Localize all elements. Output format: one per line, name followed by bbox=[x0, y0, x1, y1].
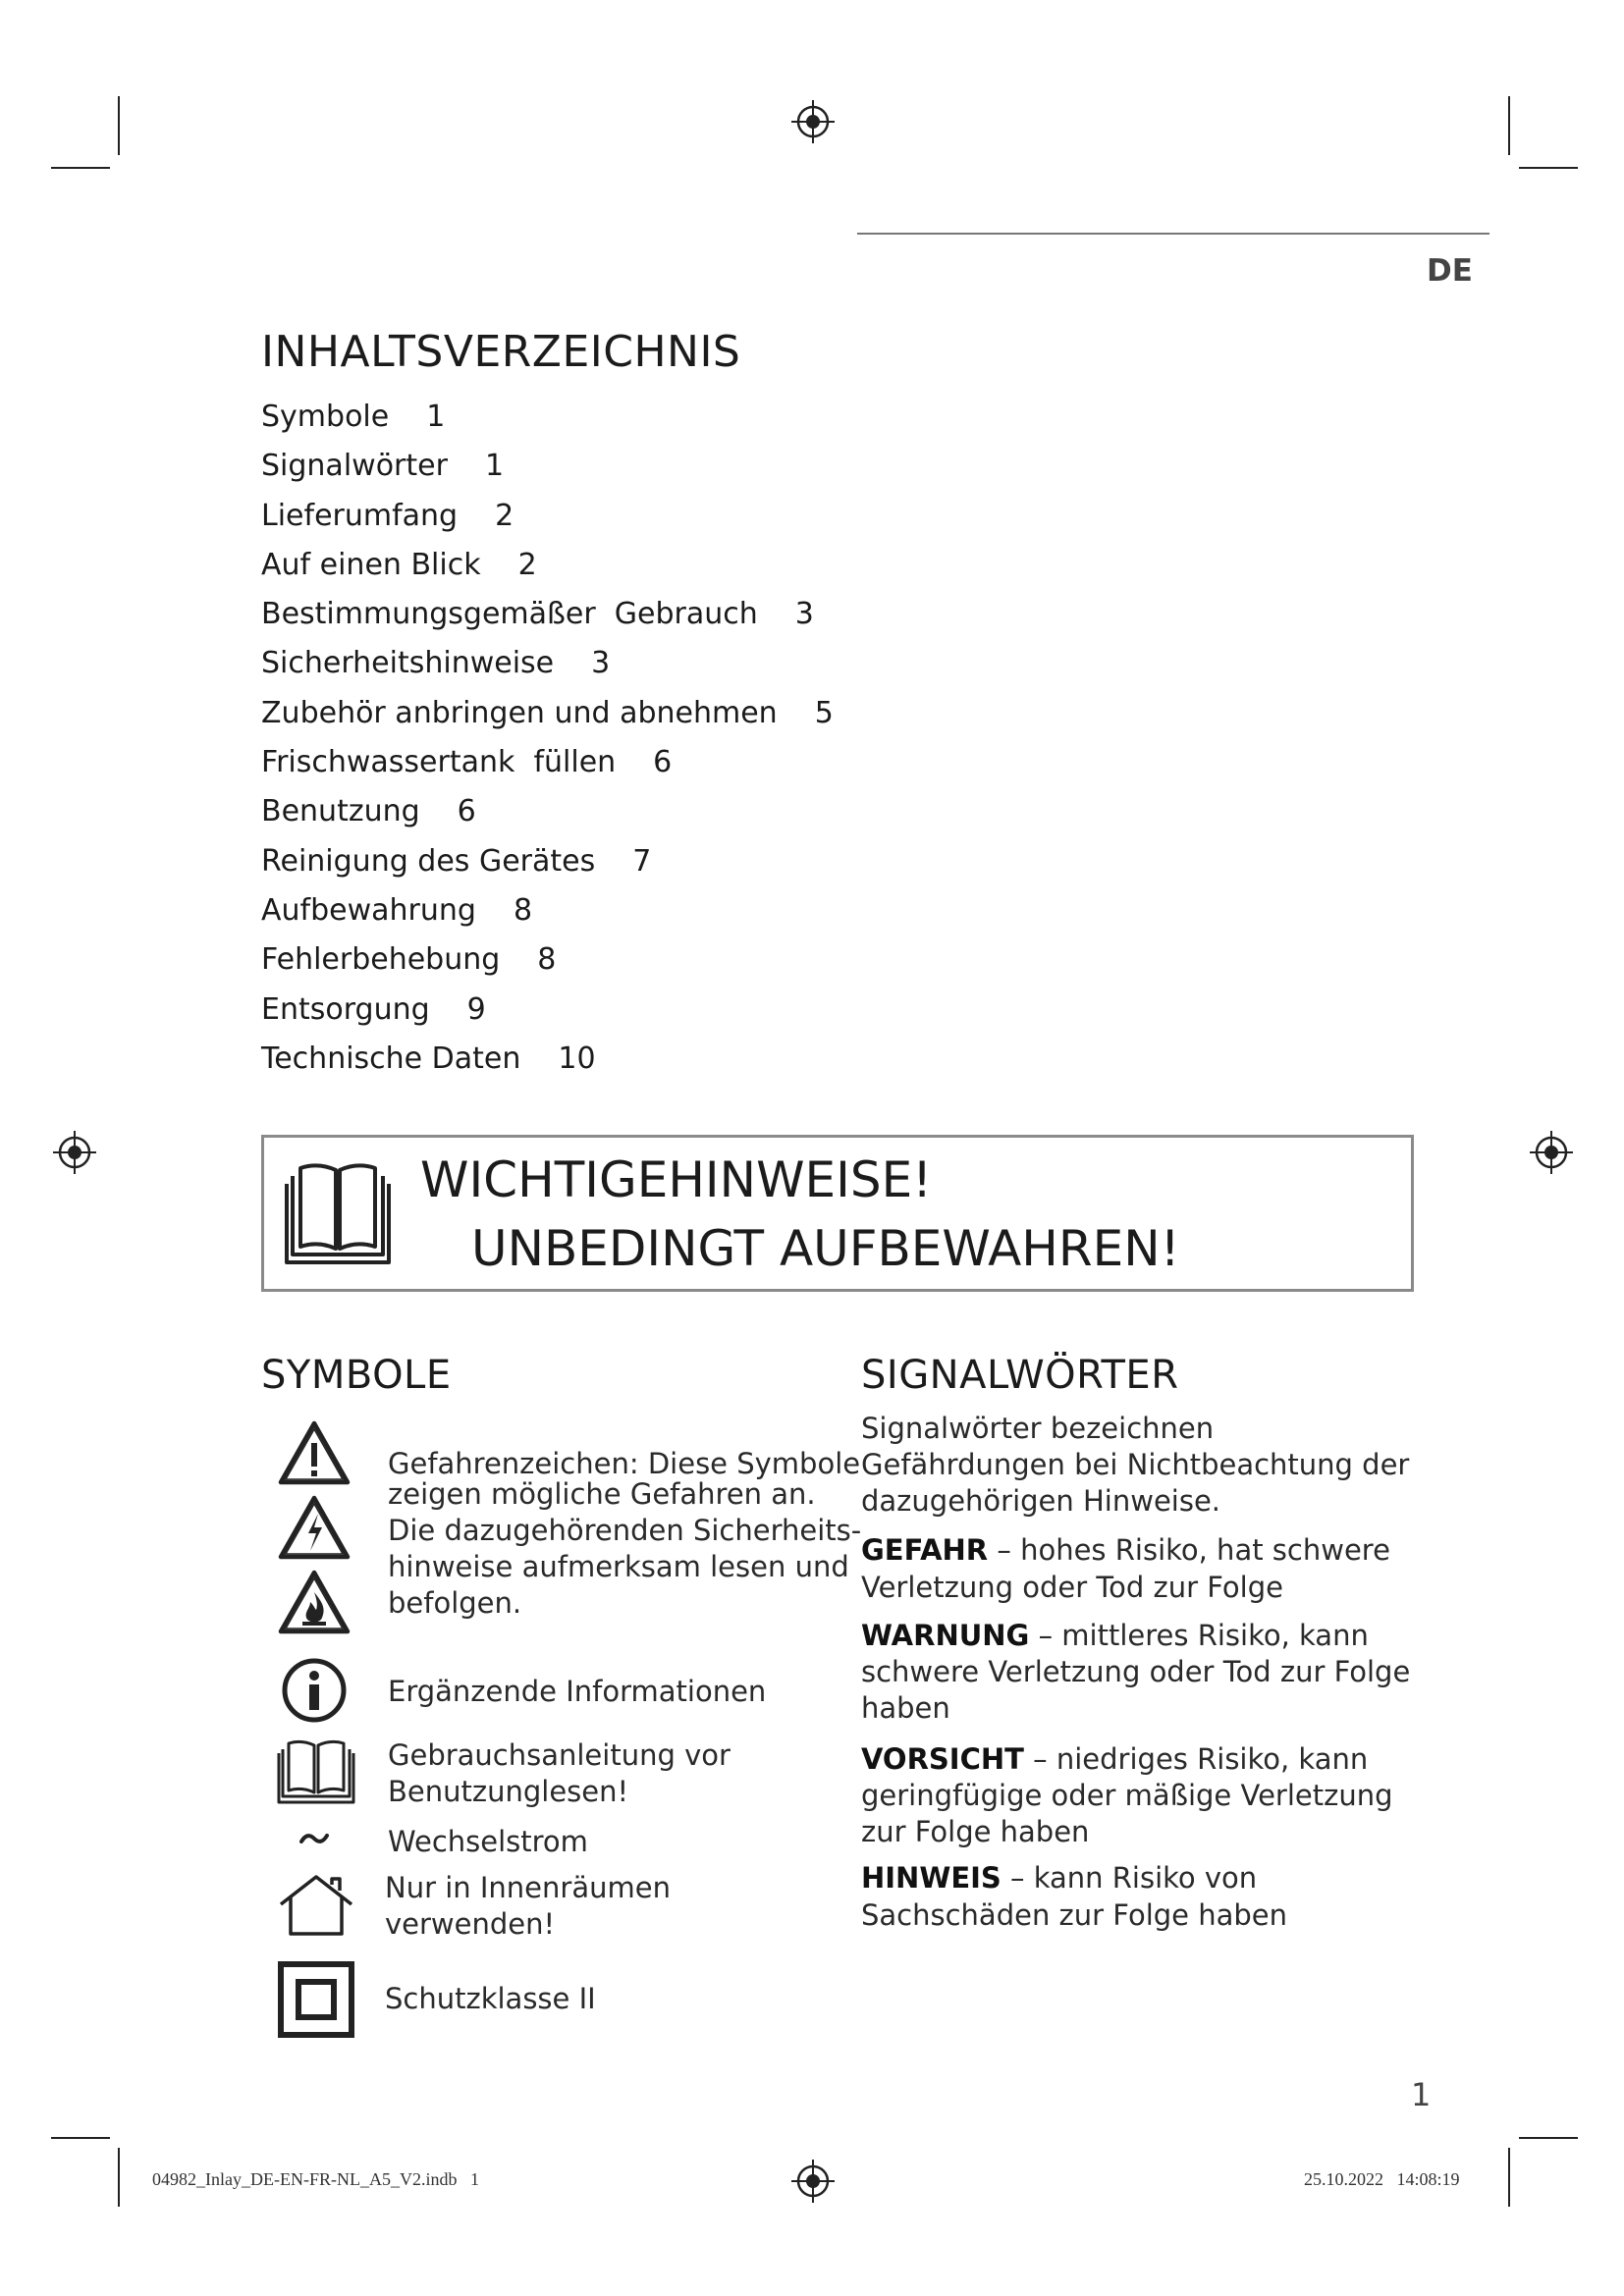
crop-mark bbox=[1519, 2137, 1578, 2139]
toc-item-page: 8 bbox=[513, 892, 533, 928]
crop-mark bbox=[1519, 167, 1578, 169]
warning-triangle-icon bbox=[277, 1419, 352, 1486]
signal-item-hinweis bbox=[861, 1859, 1421, 1934]
text-line: befolgen. bbox=[388, 1586, 522, 1620]
signal-desc: – mittleres Risiko, kann schwere Verletzung oder Tod zur Folge haben bbox=[861, 1619, 1411, 1725]
toc-item bbox=[261, 886, 834, 935]
text-line: zeigen mögliche Gefahren an. bbox=[388, 1477, 816, 1511]
signal-desc: – niedriges Risiko, kann geringfügige oder mäßige Verletzung zur Folge haben bbox=[861, 1742, 1393, 1848]
text-line: hinweise aufmerksam lesen und bbox=[388, 1550, 849, 1583]
text-line: Die dazugehörenden Sicherheits- bbox=[388, 1514, 862, 1547]
signals-title: SIGNALWÖRTER bbox=[861, 1353, 1179, 1398]
signal-desc: – kann Risiko von Sachschäden zur Folge haben bbox=[861, 1861, 1287, 1932]
toc-item-page: 6 bbox=[653, 745, 673, 780]
toc-item bbox=[261, 837, 834, 886]
toc-item bbox=[261, 442, 834, 491]
toc-item-page: 1 bbox=[426, 400, 446, 434]
important-notice-line2: UNBEDINGT AUFBEWAHREN! bbox=[471, 1220, 1180, 1277]
toc-item-page: 6 bbox=[457, 794, 476, 829]
indoor-use-icon bbox=[275, 1871, 357, 1940]
toc-item-label: Sicherheitshinweise bbox=[261, 646, 555, 681]
crop-mark bbox=[1508, 96, 1510, 155]
toc-item-page: 3 bbox=[591, 646, 611, 681]
protection-class-description: Schutzklasse II bbox=[385, 1982, 596, 2015]
toc-item-label: Symbole bbox=[261, 400, 390, 434]
signal-item-vorsicht bbox=[861, 1741, 1421, 1850]
signal-term: HINWEIS bbox=[861, 1861, 1001, 1895]
toc-item bbox=[261, 492, 834, 541]
signal-term: GEFAHR bbox=[861, 1533, 989, 1567]
toc-item bbox=[261, 393, 834, 442]
toc-item-page: 3 bbox=[794, 597, 814, 632]
toc-item bbox=[261, 541, 834, 590]
crop-mark bbox=[118, 2148, 120, 2207]
registration-mark-icon bbox=[791, 100, 835, 143]
info-symbol-description: Ergänzende Informationen bbox=[388, 1675, 767, 1708]
page-number: 1 bbox=[1411, 2076, 1432, 2113]
text-line: verwenden! bbox=[385, 1907, 556, 1941]
toc-item-label: Aufbewahrung bbox=[261, 892, 476, 928]
important-notice-line1: WICHTIGEHINWEISE! bbox=[420, 1151, 933, 1208]
text-line: Benutzunglesen! bbox=[388, 1775, 629, 1808]
electric-hazard-icon bbox=[277, 1494, 352, 1561]
symbols-title: SYMBOLE bbox=[261, 1353, 452, 1398]
text-line: Gefahrenzeichen: Diese Symbole bbox=[388, 1447, 861, 1480]
ac-symbol-description: Wechselstrom bbox=[388, 1825, 588, 1858]
language-tag: DE bbox=[1427, 253, 1473, 289]
toc-item bbox=[261, 986, 834, 1035]
registration-mark-icon bbox=[1530, 1131, 1573, 1174]
toc-item-label: Benutzung bbox=[261, 794, 420, 829]
crop-mark bbox=[51, 167, 110, 169]
crop-mark bbox=[1508, 2148, 1510, 2207]
fire-hazard-icon bbox=[277, 1569, 352, 1635]
toc-item-page: 7 bbox=[632, 843, 652, 879]
toc-list bbox=[261, 393, 834, 1084]
header-rule bbox=[857, 233, 1489, 235]
toc-item-label: Entsorgung bbox=[261, 991, 430, 1027]
toc-item bbox=[261, 689, 834, 738]
registration-mark-icon bbox=[791, 2160, 835, 2203]
protection-class-ii-icon bbox=[277, 1960, 355, 2039]
toc-item-label: Fehlerbehebung bbox=[261, 942, 501, 978]
alternating-current-icon bbox=[298, 1831, 330, 1846]
toc-item-label: Lieferumfang bbox=[261, 498, 459, 533]
toc-item bbox=[261, 738, 834, 787]
signal-item-gefahr bbox=[861, 1531, 1421, 1606]
signals-intro: Signalwörter bezeichnen Gefährdungen bei Nichtbeachtung der dazugehörigen Hinweise. bbox=[861, 1412, 1410, 1518]
footer-file-name: 04982_Inlay_DE-EN-FR-NL_A5_V2.indb 1 bbox=[152, 2169, 479, 2189]
toc-item bbox=[261, 639, 834, 688]
toc-item-page: 2 bbox=[517, 547, 537, 582]
toc-item bbox=[261, 787, 834, 836]
manual-icon bbox=[275, 1737, 357, 1806]
text-line: Nur in Innenräumen bbox=[385, 1871, 671, 1904]
info-icon bbox=[281, 1657, 348, 1724]
registration-mark-icon bbox=[53, 1131, 96, 1174]
toc-item-page: 10 bbox=[558, 1041, 596, 1076]
signal-desc: – hohes Risiko, hat schwere Verletzung oder Tod zur Folge bbox=[861, 1533, 1390, 1604]
signal-term: WARNUNG bbox=[861, 1619, 1030, 1652]
toc-item-label: Frischwassertank füllen bbox=[261, 745, 617, 780]
crop-mark bbox=[51, 2137, 110, 2139]
toc-item-page: 8 bbox=[537, 942, 557, 978]
toc-item-label: Bestimmungsgemäßer Gebrauch bbox=[261, 597, 758, 632]
toc-title: INHALTSVERZEICHNIS bbox=[261, 327, 741, 377]
toc-item-label: Zubehör anbringen und abnehmen bbox=[261, 695, 778, 730]
toc-item-label: Auf einen Blick bbox=[261, 547, 481, 582]
signal-item-warnung bbox=[861, 1618, 1421, 1727]
indoor-symbol-description bbox=[385, 1870, 671, 1943]
toc-item-page: 1 bbox=[484, 449, 505, 484]
footer-timestamp: 25.10.2022 14:08:19 bbox=[1304, 2169, 1460, 2189]
toc-item bbox=[261, 590, 834, 639]
toc-item-label: Technische Daten bbox=[261, 1041, 521, 1076]
signal-term: VORSICHT bbox=[861, 1742, 1024, 1776]
toc-item-page: 9 bbox=[466, 991, 486, 1027]
toc-item bbox=[261, 935, 834, 985]
toc-item bbox=[261, 1035, 834, 1084]
toc-item-label: Reinigung des Gerätes bbox=[261, 843, 596, 879]
crop-mark bbox=[118, 96, 120, 155]
hazard-symbol-description bbox=[388, 1446, 861, 1622]
manual-symbol-description bbox=[388, 1737, 731, 1810]
toc-item-page: 5 bbox=[814, 695, 834, 730]
toc-item-page: 2 bbox=[495, 498, 514, 533]
toc-item-label: Signalwörter bbox=[261, 449, 448, 484]
text-line: Gebrauchsanleitung vor bbox=[388, 1738, 731, 1772]
book-icon bbox=[279, 1158, 397, 1270]
